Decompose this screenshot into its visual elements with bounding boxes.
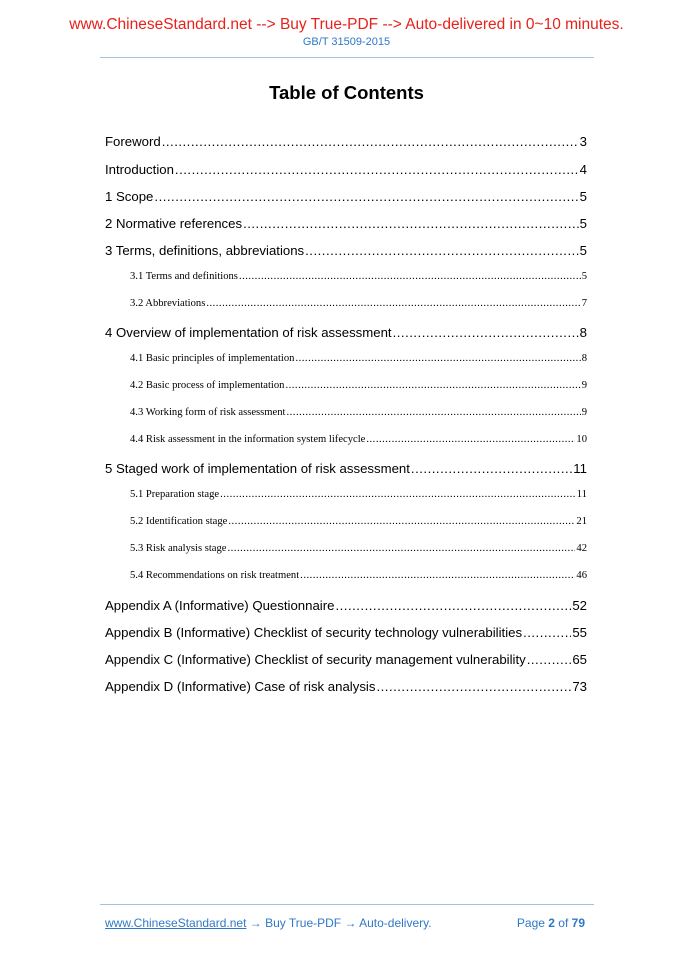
toc-entry[interactable] bbox=[130, 298, 587, 309]
toc-entry-label: 3.2 Abbreviations bbox=[130, 298, 206, 309]
toc-entry-page: 5 bbox=[579, 243, 587, 258]
toc-entry[interactable] bbox=[130, 271, 587, 282]
toc-entry-page: 21 bbox=[576, 516, 587, 527]
footer-tagline: → Buy True-PDF → Auto-delivery. bbox=[246, 916, 432, 930]
header-divider bbox=[100, 57, 594, 58]
toc-entry-label: 3 Terms, definitions, abbreviations bbox=[105, 243, 305, 258]
toc-leader-dots bbox=[206, 298, 580, 309]
toc-leader-dots bbox=[523, 625, 571, 640]
toc-entry[interactable] bbox=[105, 162, 587, 177]
toc-entry-label: 2 Normative references bbox=[105, 216, 243, 231]
toc-entry-label: Appendix C (Informative) Checklist of security management vulnerability bbox=[105, 652, 526, 667]
standard-code: GB/T 31509-2015 bbox=[302, 36, 391, 48]
toc-entry[interactable] bbox=[105, 325, 587, 340]
toc-leader-dots bbox=[243, 216, 579, 231]
toc-entry-label: 5.3 Risk analysis stage bbox=[130, 543, 227, 554]
toc-leader-dots bbox=[300, 570, 575, 581]
toc-entry-page: 73 bbox=[572, 679, 587, 694]
toc-entry[interactable] bbox=[130, 434, 587, 445]
toc-entry-label: 5.2 Identification stage bbox=[130, 516, 228, 527]
toc-entry-label: Appendix D (Informative) Case of risk analysis bbox=[105, 679, 376, 694]
toc-entry-label: 3.1 Terms and definitions bbox=[130, 271, 238, 282]
page-indicator bbox=[517, 916, 585, 930]
toc-entry-page: 52 bbox=[572, 598, 587, 613]
footer-site-link[interactable]: www.ChineseStandard.net bbox=[105, 916, 247, 930]
toc-entry-label: 4.1 Basic principles of implementation bbox=[130, 353, 295, 364]
toc-leader-dots bbox=[175, 162, 579, 177]
toc-leader-dots bbox=[305, 243, 579, 258]
toc-entry-label: 5.1 Preparation stage bbox=[130, 489, 220, 500]
toc-entry[interactable] bbox=[130, 353, 587, 364]
toc-entry[interactable] bbox=[105, 134, 587, 149]
toc-entry-label: 4.2 Basic process of implementation bbox=[130, 380, 285, 391]
toc-entry[interactable] bbox=[130, 380, 587, 391]
toc-entry-page: 5 bbox=[579, 216, 587, 231]
toc-entry-page: 3 bbox=[579, 134, 587, 149]
toc-entry-page: 42 bbox=[576, 543, 587, 554]
toc-entry[interactable] bbox=[130, 570, 587, 581]
toc-entry-page: 9 bbox=[581, 407, 587, 418]
toc-entry-label: 5 Staged work of implementation of risk assessment bbox=[105, 461, 410, 476]
toc-leader-dots bbox=[295, 353, 580, 364]
page-prefix: Page bbox=[516, 916, 549, 930]
toc-leader-dots bbox=[228, 516, 575, 527]
toc-entry-page: 11 bbox=[573, 461, 587, 476]
toc-leader-dots bbox=[285, 380, 580, 391]
toc-entry-label: Foreword bbox=[105, 134, 161, 149]
toc-entry[interactable] bbox=[130, 516, 587, 527]
toc-entry[interactable] bbox=[105, 189, 587, 204]
toc-entry-page: 65 bbox=[572, 652, 587, 667]
footer-divider bbox=[100, 904, 594, 905]
toc-leader-dots bbox=[228, 543, 576, 554]
toc-leader-dots bbox=[411, 461, 572, 476]
toc-leader-dots bbox=[376, 679, 571, 694]
toc-entry[interactable] bbox=[105, 243, 587, 258]
toc-leader-dots bbox=[335, 598, 571, 613]
toc-entry-page: 7 bbox=[581, 298, 587, 309]
toc-entry-label: 5.4 Recommendations on risk treatment bbox=[130, 570, 300, 581]
footer bbox=[105, 916, 585, 930]
toc-entry[interactable] bbox=[105, 216, 587, 231]
toc-entry[interactable] bbox=[105, 461, 587, 476]
toc-entry[interactable] bbox=[130, 543, 587, 554]
toc-entry-page: 5 bbox=[579, 189, 587, 204]
toc-entry-label: Appendix A (Informative) Questionnaire bbox=[105, 598, 335, 613]
toc-entry-page: 4 bbox=[579, 162, 587, 177]
toc-entry[interactable] bbox=[105, 625, 587, 640]
toc-entry-page: 46 bbox=[576, 570, 587, 581]
toc-entry-label: 4.4 Risk assessment in the information system lifecycle bbox=[130, 434, 366, 445]
page-current: 2 bbox=[548, 916, 555, 930]
toc-entry-label: 4 Overview of implementation of risk assessment bbox=[105, 325, 392, 340]
page-title: Table of Contents bbox=[269, 82, 424, 103]
toc-leader-dots bbox=[393, 325, 579, 340]
page-of: of bbox=[554, 916, 572, 930]
toc-entry-page: 8 bbox=[581, 353, 587, 364]
toc-entry-label: Introduction bbox=[105, 162, 174, 177]
toc-entry-page: 8 bbox=[579, 325, 587, 340]
toc-leader-dots bbox=[220, 489, 576, 500]
toc-entry-page: 10 bbox=[576, 434, 587, 445]
toc-entry-label: Appendix B (Informative) Checklist of security technology vulnerabilities bbox=[105, 625, 523, 640]
toc-entry[interactable] bbox=[130, 489, 587, 500]
toc-entry[interactable] bbox=[130, 407, 587, 418]
toc-entry-label: 1 Scope bbox=[105, 189, 154, 204]
toc-leader-dots bbox=[154, 189, 578, 204]
toc-entry-page: 11 bbox=[576, 489, 587, 500]
toc-entry[interactable] bbox=[105, 598, 587, 613]
toc-entry-page: 5 bbox=[581, 271, 587, 282]
toc-entry[interactable] bbox=[105, 679, 587, 694]
toc-entry-page: 55 bbox=[572, 625, 587, 640]
toc-leader-dots bbox=[239, 271, 581, 282]
footer-left bbox=[105, 916, 432, 930]
toc-leader-dots bbox=[287, 407, 581, 418]
toc-entry-page: 9 bbox=[581, 380, 587, 391]
toc-entry-label: 4.3 Working form of risk assessment bbox=[130, 407, 286, 418]
toc-leader-dots bbox=[162, 134, 579, 149]
page-total: 79 bbox=[571, 916, 585, 930]
toc-entry[interactable] bbox=[105, 652, 587, 667]
promo-banner[interactable]: www.ChineseStandard.net --> Buy True-PDF --> Auto-delivered in 0~10 minutes. bbox=[69, 16, 624, 33]
toc-leader-dots bbox=[366, 434, 575, 445]
toc-leader-dots bbox=[527, 652, 572, 667]
